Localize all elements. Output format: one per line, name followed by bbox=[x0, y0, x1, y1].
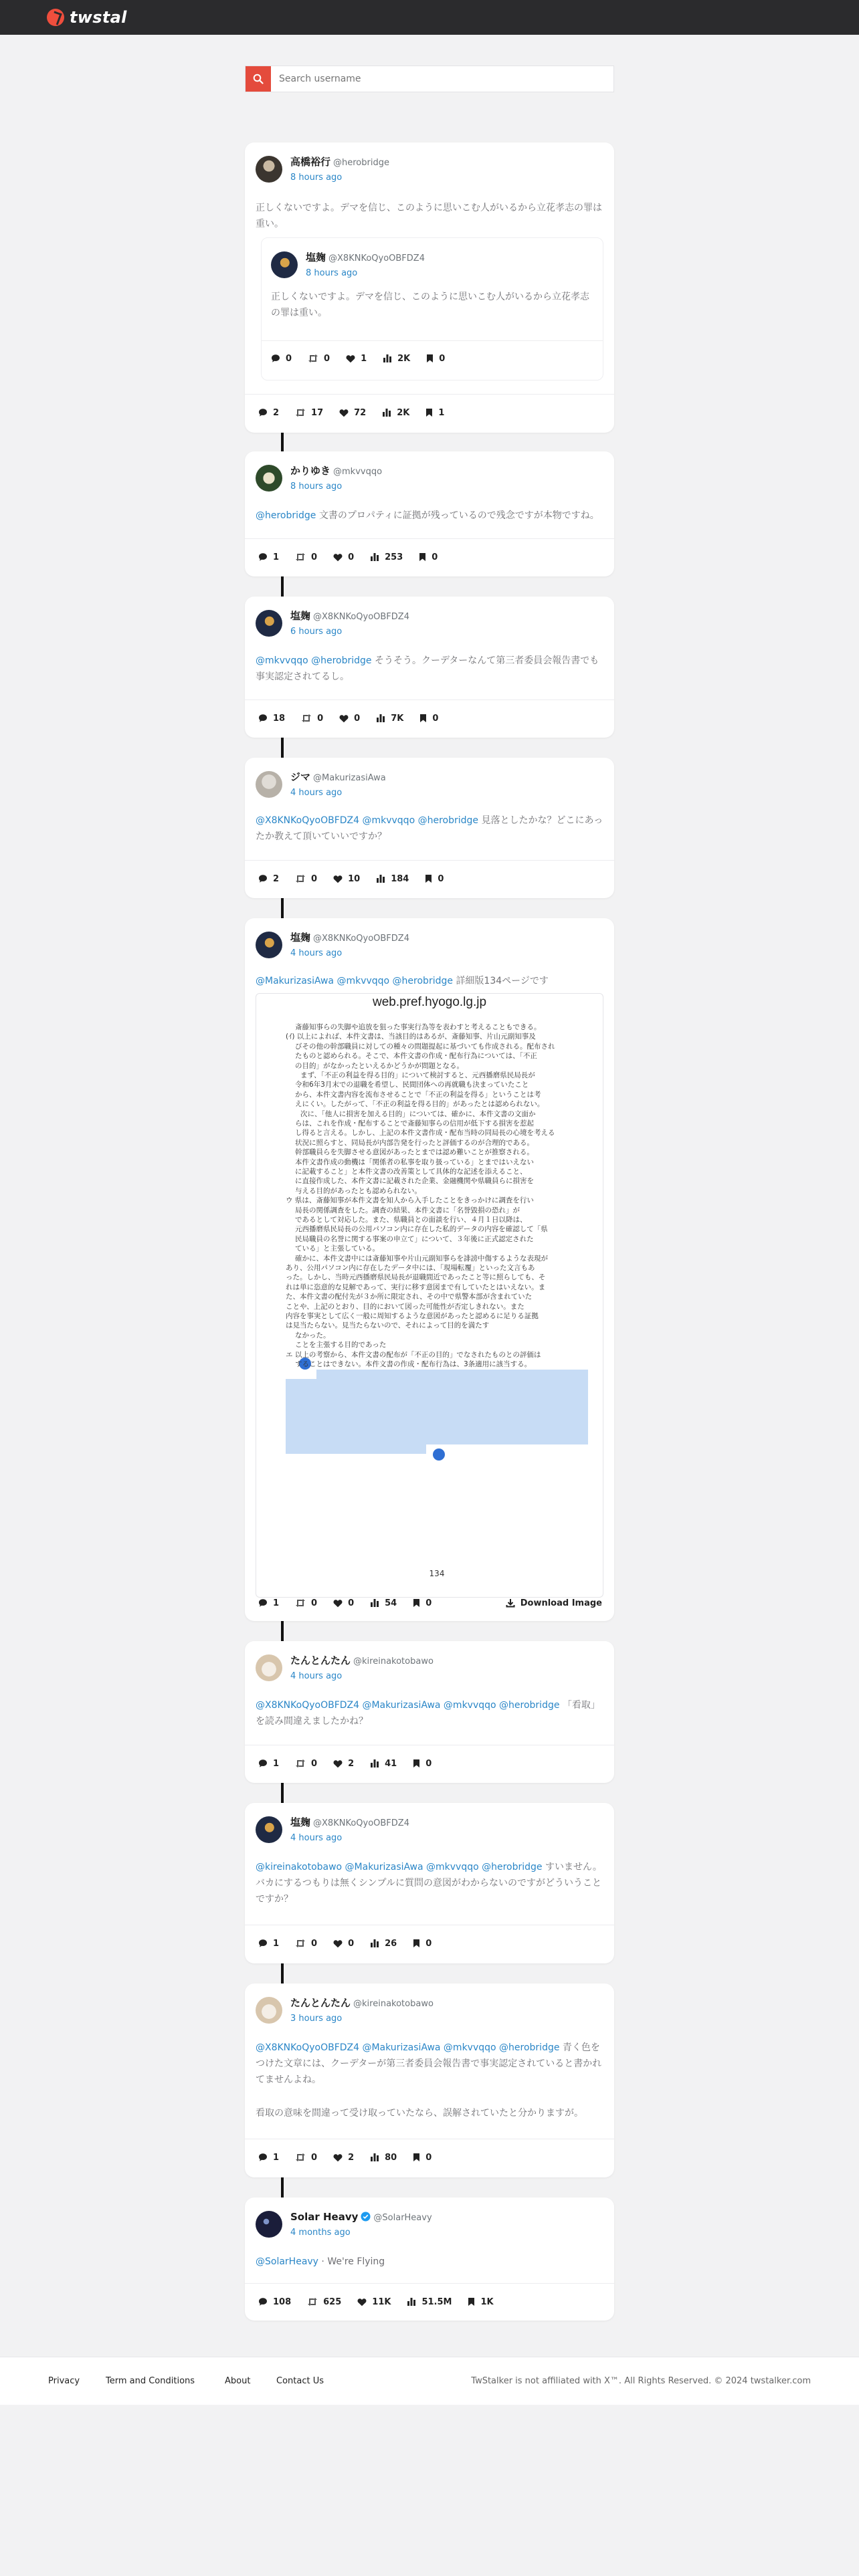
view-count[interactable]: 41 bbox=[370, 1759, 397, 1769]
document-text-line: し得ると言える。しかし、上記の本件文書作成・配布当時の同局長の心境を考える bbox=[295, 1129, 555, 1138]
document-page bbox=[286, 1015, 588, 1590]
document-text-line: った。しかし、当時元西播磨県民局長が退職間近であったこと等に照らしても、そ bbox=[286, 1273, 546, 1282]
retweet-icon bbox=[295, 552, 306, 562]
bookmark-count[interactable]: 0 bbox=[413, 1598, 432, 1608]
search-icon bbox=[253, 74, 264, 84]
download-icon bbox=[506, 1598, 515, 1608]
search-input[interactable] bbox=[271, 66, 613, 92]
post-stats bbox=[258, 2151, 602, 2164]
retweet-icon bbox=[295, 1598, 306, 1608]
view-count[interactable]: 80 bbox=[370, 2153, 397, 2163]
mention-links[interactable]: @X8KNKoQyoOBFDZ4 @MakurizasiAwa @mkvvqqo @herobridge bbox=[256, 1700, 560, 1711]
thread-connector bbox=[281, 1621, 284, 1641]
document-text-line: まず、「不正の利益を得る目的」について検討すると、元西播磨県民局長が bbox=[300, 1071, 535, 1079]
document-text-line: 局長の関係調査をした。調査の結果、本件文書に「名誉毀損の恐れ」が bbox=[295, 1206, 520, 1214]
bookmark-count[interactable]: 0 bbox=[413, 1759, 432, 1769]
document-text-line: 次に、「他人に損害を加える目的」については、確かに、本件文書の文面か bbox=[300, 1109, 536, 1118]
retweet-icon bbox=[295, 2153, 306, 2162]
document-text-line: 本件文書作成の動機は「関係者の私事を取り扱っている」とまではいえない bbox=[295, 1158, 534, 1166]
post-text: @MakurizasiAwa @mkvvqqo @herobridge 詳細版134ページです bbox=[256, 976, 549, 986]
post-text: 正しくないですよ。デマを信じ、このように思いこむ人がいるから立花孝志の罪は重い。 bbox=[256, 203, 602, 229]
heart-icon bbox=[333, 553, 343, 562]
like-count[interactable]: 11K bbox=[357, 2297, 391, 2307]
avatar[interactable] bbox=[256, 610, 282, 637]
reply-icon bbox=[258, 552, 268, 562]
post-text: @X8KNKoQyoOBFDZ4 @MakurizasiAwa @mkvvqqo @herobridge 青く色をつけた文章には、クーデターが第三者委員会報告書で事実認定されていると書かれてませんよね。 bbox=[256, 2042, 602, 2085]
reply-count[interactable]: 1 bbox=[258, 1598, 279, 1608]
post-card bbox=[245, 1983, 614, 2177]
bookmark-icon bbox=[419, 552, 426, 562]
chart-icon bbox=[370, 1759, 379, 1768]
chart-icon bbox=[376, 874, 385, 883]
footer-link-about[interactable]: About bbox=[225, 2376, 251, 2386]
post-card bbox=[245, 1641, 614, 1783]
post-stats bbox=[258, 2295, 602, 2309]
retweet-count[interactable]: 17 bbox=[295, 408, 323, 418]
retweet-icon bbox=[295, 874, 306, 883]
retweet-count[interactable]: 0 bbox=[295, 552, 317, 562]
mention-links[interactable]: @herobridge bbox=[256, 510, 316, 521]
footer-link-terms[interactable]: Term and Conditions bbox=[106, 2376, 195, 2386]
document-text-line: から、本件文書内容を流布させることで「不正の利益を得る」ということは考 bbox=[295, 1090, 541, 1099]
search-bar bbox=[245, 66, 614, 92]
document-text-line: の目的」がなかったといえるかどうかが問題となる。 bbox=[295, 1061, 464, 1070]
post-time[interactable]: 8 hours ago bbox=[306, 268, 358, 278]
reply-icon bbox=[258, 1939, 268, 1948]
footer bbox=[0, 2357, 859, 2405]
document-text-line: ことや、上記のとおり、目的において図った可能性が否定しきれない。また bbox=[286, 1302, 524, 1311]
retweet-count[interactable]: 0 bbox=[301, 714, 323, 724]
thread-connector bbox=[281, 898, 284, 918]
retweet-count[interactable]: 0 bbox=[295, 1939, 317, 1949]
post-card bbox=[245, 451, 614, 576]
mention-links[interactable]: @MakurizasiAwa @mkvvqqo @herobridge bbox=[256, 976, 453, 986]
post-stats bbox=[258, 1937, 602, 1950]
author-name[interactable]: 塩麹 bbox=[306, 251, 326, 263]
bookmark-count[interactable]: 1K bbox=[468, 2297, 493, 2307]
heart-icon bbox=[339, 714, 349, 723]
heart-icon bbox=[339, 409, 349, 417]
reply-count[interactable]: 2 bbox=[258, 408, 279, 418]
mention-links[interactable]: @SolarHeavy bbox=[256, 2256, 318, 2267]
retweet-icon bbox=[295, 408, 306, 417]
document-text-line: えにくい。したがって、「不正の利益を得る目的」があったとは認められない。 bbox=[295, 1100, 545, 1109]
mention-links[interactable]: @kireinakotobawo @MakurizasiAwa @mkvvqqo @herobridge bbox=[256, 1862, 543, 1872]
reply-count[interactable]: 0 bbox=[271, 354, 292, 364]
document-text-line: 幹部職員らを失脚させる意図があったとまでは認め難いことが推察される。 bbox=[295, 1148, 534, 1157]
heart-icon bbox=[333, 2153, 343, 2162]
document-text-line: びその他の幹部職員に対しての種々の問題提起に基づいても作成される。配布され bbox=[295, 1042, 555, 1051]
reply-icon bbox=[258, 874, 268, 883]
bookmark-icon bbox=[413, 2153, 420, 2162]
heart-icon bbox=[346, 354, 355, 363]
document-text-line: 状況に照らすと、同局長が内部告発を行ったと評価するのが合理的である。 bbox=[295, 1138, 534, 1147]
document-text-line: 元西播磨県民局長の公用パソコン内に存在した私的データの内容を確認して「県 bbox=[295, 1225, 548, 1234]
retweet-count[interactable]: 0 bbox=[295, 1759, 317, 1769]
like-count[interactable]: 0 bbox=[333, 1939, 354, 1949]
document-text-line: た、本件文書の配付先が３か所に限定され、その中で県警本部が含まれていた bbox=[286, 1293, 533, 1301]
chart-icon bbox=[370, 2153, 379, 2162]
bookmark-count[interactable]: 1 bbox=[425, 408, 444, 418]
view-count[interactable]: 2K bbox=[383, 354, 410, 364]
post-stats bbox=[258, 550, 602, 564]
bookmark-icon bbox=[413, 1759, 420, 1768]
thread-connector bbox=[281, 433, 284, 451]
post-card bbox=[245, 918, 614, 1621]
view-count[interactable]: 51.5M bbox=[407, 2297, 452, 2307]
document-text-line: エ 以上の考察から、本件文書の配布が「不正の目的」でなされたものとの評価は bbox=[286, 1350, 541, 1359]
bookmark-icon bbox=[413, 1939, 420, 1948]
author-handle[interactable]: @kireinakotobawo bbox=[353, 1999, 434, 2009]
post-stats bbox=[258, 406, 602, 419]
verified-badge-icon bbox=[361, 2212, 371, 2222]
author-name[interactable]: たんとんたん bbox=[290, 1654, 351, 1667]
reply-count[interactable]: 18 bbox=[258, 714, 285, 724]
heart-icon bbox=[333, 1599, 343, 1608]
author-handle[interactable]: @kireinakotobawo bbox=[353, 1656, 434, 1667]
footer-link-privacy[interactable]: Privacy bbox=[48, 2376, 80, 2386]
author-handle[interactable]: @herobridge bbox=[333, 158, 389, 168]
post-text: @herobridge 文書のプロパティに証拠が残っているので残念ですが本物ですね。 bbox=[256, 510, 599, 521]
retweet-icon bbox=[295, 1759, 306, 1768]
reply-icon bbox=[258, 1759, 268, 1768]
bookmark-count[interactable]: 0 bbox=[413, 1939, 432, 1949]
text-highlight bbox=[286, 1444, 426, 1454]
retweet-count[interactable]: 0 bbox=[308, 354, 330, 364]
view-count[interactable]: 253 bbox=[370, 552, 403, 562]
thread-connector bbox=[281, 738, 284, 758]
heart-icon bbox=[333, 875, 343, 883]
document-text-line: なかった。 bbox=[295, 1331, 330, 1339]
reply-count[interactable]: 1 bbox=[258, 552, 279, 562]
author-name[interactable]: 塩麹 bbox=[290, 932, 311, 944]
post-time[interactable]: 4 hours ago bbox=[290, 1833, 343, 1843]
text-highlight bbox=[316, 1370, 588, 1379]
reply-icon bbox=[258, 714, 268, 723]
reply-count[interactable]: 1 bbox=[258, 1759, 279, 1769]
retweet-count[interactable]: 0 bbox=[295, 1598, 317, 1608]
author-handle[interactable]: @X8KNKoQyoOBFDZ4 bbox=[313, 934, 409, 944]
document-text-line: らは、これを作成・配布することで斎藤知事らの信用が低下する損害を惹起 bbox=[295, 1119, 534, 1128]
quoted-text: 正しくないですよ。デマを信じ、このように思いこむ人がいるから立花孝志の罪は重い。 bbox=[271, 292, 589, 318]
post-stats bbox=[258, 1757, 602, 1770]
document-text-line: ことを主張する目的であった bbox=[295, 1341, 387, 1350]
document-text-line: 与える目的があったとも認められない。 bbox=[295, 1186, 421, 1195]
bookmark-icon bbox=[419, 714, 427, 723]
document-text-line: に直接作成した、本件文書に記載された企業、金融機関や県職員らに損害を bbox=[295, 1177, 534, 1186]
bookmark-icon bbox=[425, 408, 433, 417]
document-text-line: たものと認められる。そこで、本件文書の作成・配布行為については、「不正 bbox=[295, 1052, 537, 1061]
document-text-line: することはできない。本件文書の作成・配布行為は、3条適用に該当する。 bbox=[295, 1360, 532, 1368]
mention-links[interactable]: @X8KNKoQyoOBFDZ4 @MakurizasiAwa @mkvvqqo @herobridge bbox=[256, 2042, 560, 2053]
bookmark-count[interactable]: 0 bbox=[419, 552, 438, 562]
author-name[interactable]: Solar Heavy bbox=[290, 2211, 359, 2223]
logo-icon bbox=[47, 9, 64, 26]
post-text: @X8KNKoQyoOBFDZ4 @MakurizasiAwa @mkvvqqo @herobridge 「看取」を読み間違えましたかね？ bbox=[256, 1700, 600, 1727]
author-name[interactable]: 高橋裕行 bbox=[290, 156, 331, 168]
document-text-line: は見当たらない。見当たらないので、それによって目的を満たす bbox=[286, 1321, 490, 1330]
post-time[interactable]: 4 months ago bbox=[290, 2228, 351, 2238]
document-text-line: (ｲ) 以上によれば、本件文書は、当該目的はあるが、斎藤知事、片山元副知事及 bbox=[286, 1033, 536, 1041]
post-time[interactable]: 4 hours ago bbox=[290, 948, 343, 958]
retweet-icon bbox=[307, 2297, 318, 2306]
selection-handle-end[interactable] bbox=[433, 1448, 445, 1461]
avatar[interactable] bbox=[256, 932, 282, 958]
document-text-line: ウ 県は、斎藤知事が本件文書を知人から入手したことをきっかけに調査を行い bbox=[286, 1196, 534, 1205]
bookmark-icon bbox=[426, 354, 434, 363]
post-stats bbox=[258, 712, 602, 725]
chart-icon bbox=[370, 1939, 379, 1948]
post-text: @SolarHeavy · We're Flying bbox=[256, 2256, 385, 2267]
avatar[interactable] bbox=[256, 465, 282, 492]
bookmark-icon bbox=[413, 1598, 420, 1608]
like-count[interactable]: 10 bbox=[333, 874, 360, 884]
author-name[interactable]: ジマ bbox=[290, 771, 311, 783]
like-count[interactable]: 2 bbox=[333, 2153, 354, 2163]
document-text-line: 斎藤知事らの失脚や追放を狙った事実行為等を表わすと考えることもできる。 bbox=[295, 1023, 541, 1031]
post-stats bbox=[258, 1596, 602, 1610]
view-count[interactable]: 7K bbox=[376, 714, 403, 724]
thread-connector bbox=[281, 1963, 284, 1983]
post-time[interactable]: 4 hours ago bbox=[290, 788, 343, 798]
author-handle[interactable]: @X8KNKoQyoOBFDZ4 bbox=[313, 1818, 409, 1828]
like-count[interactable]: 2 bbox=[333, 1759, 354, 1769]
post-text-paragraph-2: 看取の意味を間違って受け取っていたなら、誤解されていたと分かりますが。 bbox=[256, 2108, 583, 2119]
reply-count[interactable]: 1 bbox=[258, 1939, 279, 1949]
quoted-post[interactable] bbox=[261, 237, 603, 381]
avatar[interactable] bbox=[256, 1816, 282, 1843]
reply-count[interactable]: 1 bbox=[258, 2153, 279, 2163]
chart-icon bbox=[382, 408, 391, 417]
like-count[interactable]: 0 bbox=[333, 552, 354, 562]
view-count[interactable]: 184 bbox=[376, 874, 409, 884]
attached-image[interactable] bbox=[256, 993, 603, 1598]
author-name[interactable]: かりゆき bbox=[290, 465, 331, 477]
post-text: @kireinakotobawo @MakurizasiAwa @mkvvqqo @herobridge すいません。バカにするつもりは無くシンプルに質問の意図がわからないのですがどういうことですか？ bbox=[256, 1862, 602, 1905]
avatar[interactable] bbox=[256, 156, 282, 183]
mention-links[interactable]: @X8KNKoQyoOBFDZ4 @mkvvqqo @herobridge bbox=[256, 815, 478, 826]
thread-connector bbox=[281, 576, 284, 597]
document-text-line: 確かに、本件文書中には斎藤知事や片山元副知事らを誹謗中傷するような表現が bbox=[295, 1254, 548, 1263]
heart-icon bbox=[333, 1759, 343, 1768]
retweet-count[interactable]: 0 bbox=[295, 2153, 317, 2163]
chart-icon bbox=[407, 2297, 416, 2306]
author-handle[interactable]: @X8KNKoQyoOBFDZ4 bbox=[313, 612, 409, 622]
chart-icon bbox=[370, 1598, 379, 1608]
post-time[interactable]: 6 hours ago bbox=[290, 627, 343, 637]
view-count[interactable]: 26 bbox=[370, 1939, 397, 1949]
post-card bbox=[245, 142, 614, 433]
thread-connector bbox=[281, 2177, 284, 2197]
bookmark-count[interactable]: 0 bbox=[419, 714, 438, 724]
footer-copyright: TwStalker is not affiliated with X™. All Rights Reserved. © 2024 twstalker.com bbox=[471, 2376, 811, 2386]
author-name[interactable]: 塩麹 bbox=[290, 1816, 311, 1828]
chart-icon bbox=[376, 714, 385, 723]
document-text-line: あり、公用パソコン内に存在したデータ中には、「現場転覆」といった文言もあ bbox=[286, 1264, 535, 1272]
avatar[interactable] bbox=[256, 1997, 282, 2024]
image-url-text: web.pref.hyogo.lg.jp bbox=[372, 995, 487, 1009]
thread-connector bbox=[281, 1783, 284, 1803]
brand-name: twstal bbox=[70, 8, 127, 27]
like-count[interactable]: 0 bbox=[333, 1598, 354, 1608]
post-card bbox=[245, 758, 614, 898]
retweet-icon bbox=[301, 714, 312, 723]
page-number: 134 bbox=[429, 1569, 445, 1578]
post-time[interactable]: 3 hours ago bbox=[290, 2014, 343, 2024]
avatar[interactable] bbox=[271, 251, 298, 278]
heart-icon bbox=[357, 2298, 367, 2306]
document-text-line: 民局職員の名誉に関する事案の申立て」について、３年後に正式認定された bbox=[295, 1235, 534, 1243]
post-time[interactable]: 8 hours ago bbox=[290, 173, 343, 183]
view-count[interactable]: 2K bbox=[382, 408, 409, 418]
chart-icon bbox=[383, 354, 392, 363]
reply-icon bbox=[258, 408, 268, 417]
post-text: @mkvvqqo @herobridge そうそう。クーデターなんて第三者委員会報告書でも事実認定されてるし。 bbox=[256, 655, 599, 682]
document-text-line: に記載すること」と本件文書の改善策として具体的な記述を添えること、 bbox=[295, 1168, 527, 1176]
reply-count[interactable]: 108 bbox=[258, 2297, 291, 2307]
author-handle[interactable]: @SolarHeavy bbox=[373, 2213, 432, 2223]
reply-icon bbox=[271, 354, 280, 363]
bookmark-count[interactable]: 0 bbox=[426, 354, 445, 364]
view-count[interactable]: 54 bbox=[370, 1598, 397, 1608]
retweet-icon bbox=[295, 1939, 306, 1948]
document-text-line: 内容を事実として広く一般に周知するような意図があったと認めるに足りる証拠 bbox=[286, 1312, 539, 1320]
like-count[interactable]: 72 bbox=[339, 408, 366, 418]
post-card bbox=[245, 2197, 614, 2321]
retweet-count[interactable]: 0 bbox=[295, 874, 317, 884]
quote-stats bbox=[271, 352, 591, 365]
post-text: @X8KNKoQyoOBFDZ4 @mkvvqqo @herobridge 見落としたかな？どこにあったか教えて頂いていいですか？ bbox=[256, 815, 603, 842]
bookmark-count[interactable]: 0 bbox=[425, 874, 444, 884]
brand-logo[interactable] bbox=[47, 6, 127, 29]
reply-icon bbox=[258, 2153, 268, 2162]
heart-icon bbox=[333, 1939, 343, 1948]
retweet-count[interactable]: 625 bbox=[307, 2297, 341, 2307]
like-count[interactable]: 1 bbox=[346, 354, 367, 364]
bookmark-count[interactable]: 0 bbox=[413, 2153, 432, 2163]
document-text-line: 令和6年3月末での退職を希望し、民間団体への再就職も決まっていたこと bbox=[295, 1081, 529, 1089]
post-time[interactable]: 8 hours ago bbox=[290, 481, 343, 492]
post-time[interactable]: 4 hours ago bbox=[290, 1671, 343, 1681]
download-image-button[interactable]: Download Image bbox=[506, 1598, 602, 1608]
search-button[interactable] bbox=[246, 66, 271, 92]
avatar[interactable] bbox=[256, 771, 282, 798]
reply-count[interactable]: 2 bbox=[258, 874, 279, 884]
reply-icon bbox=[258, 2297, 268, 2306]
post-card bbox=[245, 1803, 614, 1963]
document-text-line: であるとして対応した。また、県職員との面談を行い、４月１日以降は、 bbox=[295, 1216, 527, 1224]
bookmark-icon bbox=[468, 2297, 475, 2306]
footer-link-contact[interactable]: Contact Us bbox=[276, 2376, 324, 2386]
retweet-icon bbox=[308, 354, 318, 363]
post-stats bbox=[258, 872, 602, 885]
avatar[interactable] bbox=[256, 2211, 282, 2238]
author-handle[interactable]: @X8KNKoQyoOBFDZ4 bbox=[328, 253, 425, 263]
author-handle[interactable]: @mkvvqqo bbox=[333, 467, 383, 477]
like-count[interactable]: 0 bbox=[339, 714, 360, 724]
reply-icon bbox=[258, 1598, 268, 1608]
chart-icon bbox=[370, 552, 379, 562]
top-bar bbox=[0, 0, 859, 35]
post-card bbox=[245, 597, 614, 738]
document-text-line: れは単に恣意的な見解であって、実行に移す意図まで有していたとはいえない。ま bbox=[286, 1283, 546, 1291]
author-name[interactable]: たんとんたん bbox=[290, 1997, 351, 2009]
author-handle[interactable]: @MakurizasiAwa bbox=[313, 773, 386, 783]
author-name[interactable]: 塩麹 bbox=[290, 610, 311, 622]
mention-links[interactable]: @mkvvqqo @herobridge bbox=[256, 655, 372, 666]
bookmark-icon bbox=[425, 874, 432, 883]
document-text-line: ている」と主張している。 bbox=[295, 1245, 379, 1253]
text-highlight bbox=[286, 1379, 588, 1444]
avatar[interactable] bbox=[256, 1654, 282, 1681]
